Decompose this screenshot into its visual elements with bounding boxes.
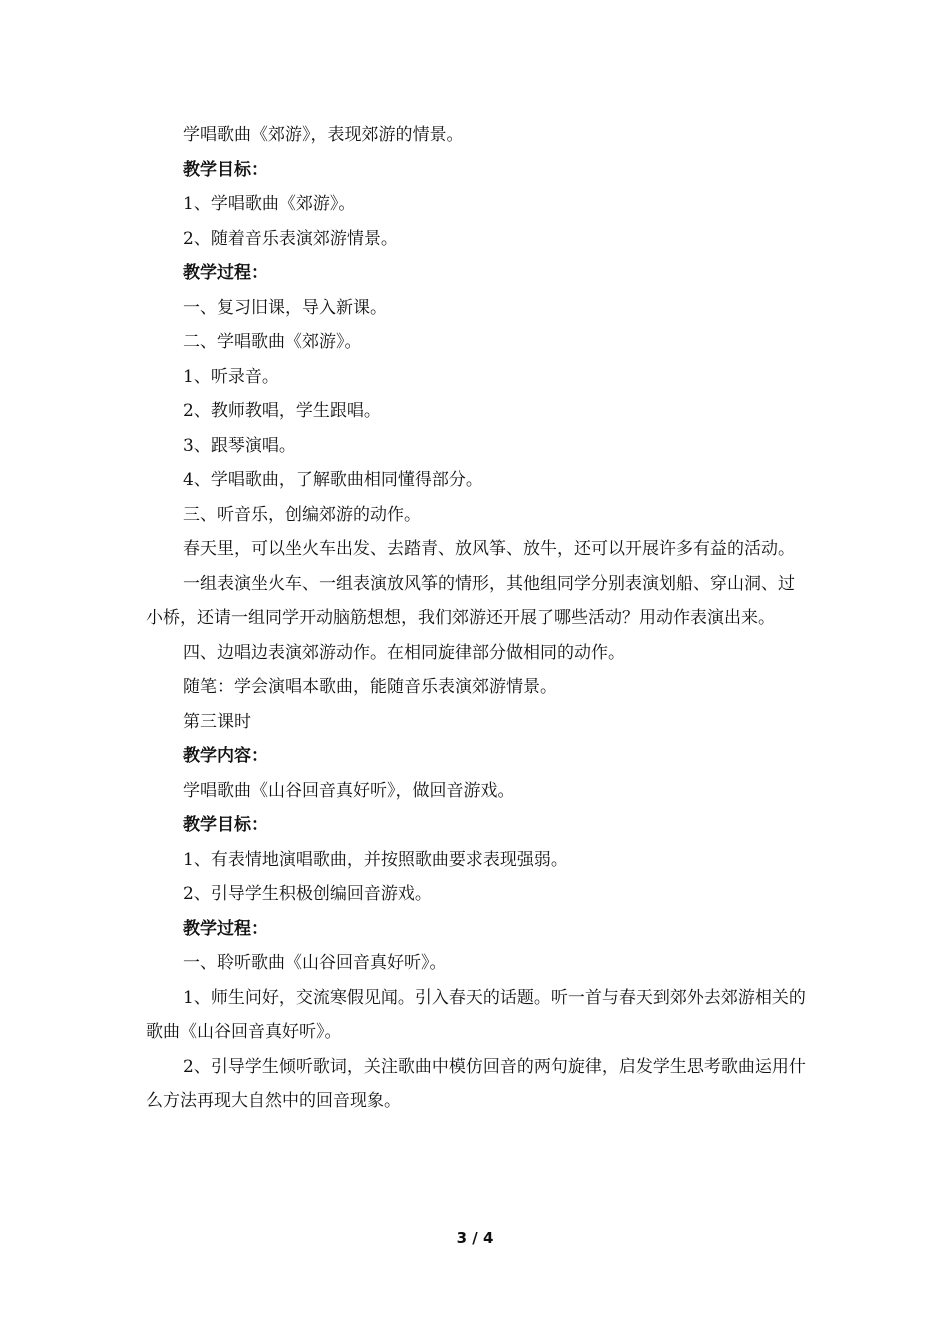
paragraph: 二、学唱歌曲《郊游》。 bbox=[183, 332, 362, 352]
section-heading: 教学目标： bbox=[183, 159, 268, 180]
paragraph: 1、学唱歌曲《郊游》。 bbox=[183, 194, 356, 214]
paragraph: 学唱歌曲《郊游》，表现郊游的情景。 bbox=[183, 125, 464, 145]
paragraph: 四、边唱边表演郊游动作。在相同旋律部分做相同的动作。 bbox=[183, 642, 625, 663]
paragraph: 2、教师教唱，学生跟唱。 bbox=[183, 401, 381, 421]
section-heading: 教学目标： bbox=[183, 815, 268, 835]
paragraph: 随笔：学会演唱本歌曲，能随音乐表演郊游情景。 bbox=[183, 677, 557, 697]
page-number: 3 / 4 bbox=[456, 1229, 494, 1247]
paragraph: 学唱歌曲《山谷回音真好听》，做回音游戏。 bbox=[183, 780, 515, 801]
paragraph: 2、引导学生倾听歌词，关注歌曲中模仿回音的两句旋律，启发学生思考歌曲运用什么方法再现大自然中的回音现象。 bbox=[146, 1056, 806, 1111]
paragraph: 3、跟琴演唱。 bbox=[183, 435, 296, 456]
paragraph: 一、聆听歌曲《山谷回音真好听》。 bbox=[183, 953, 447, 973]
paragraph: 三、听音乐，创编郊游的动作。 bbox=[183, 504, 421, 525]
section-heading: 教学内容： bbox=[183, 746, 268, 766]
paragraph: 1、听录音。 bbox=[183, 366, 279, 387]
paragraph: 1、有表情地演唱歌曲，并按照歌曲要求表现强弱。 bbox=[183, 849, 568, 870]
section-heading: 教学过程： bbox=[183, 918, 268, 939]
section-heading: 教学过程： bbox=[183, 263, 268, 283]
document-body bbox=[146, 118, 810, 1119]
paragraph: 一、复习旧课，导入新课。 bbox=[183, 297, 387, 318]
paragraph: 2、引导学生积极创编回音游戏。 bbox=[183, 884, 432, 904]
paragraph: 一组表演坐火车、一组表演放风筝的情形，其他组同学分别表演划船、穿山洞、过小桥，还请一组同学开动脑筋想想，我们郊游还开展了哪些活动？用动作表演出来。 bbox=[146, 573, 795, 628]
paragraph: 1、师生问好，交流寒假见闻。引入春天的话题。听一首与春天到郊外去郊游相关的歌曲《山谷回音真好听》。 bbox=[146, 987, 806, 1042]
paragraph: 春天里，可以坐火车出发、去踏青、放风筝、放牛，还可以开展许多有益的活动。 bbox=[183, 539, 795, 559]
paragraph: 第三课时 bbox=[183, 711, 251, 732]
paragraph: 4、学唱歌曲，了解歌曲相同懂得部分。 bbox=[183, 470, 483, 490]
paragraph: 2、随着音乐表演郊游情景。 bbox=[183, 228, 398, 249]
